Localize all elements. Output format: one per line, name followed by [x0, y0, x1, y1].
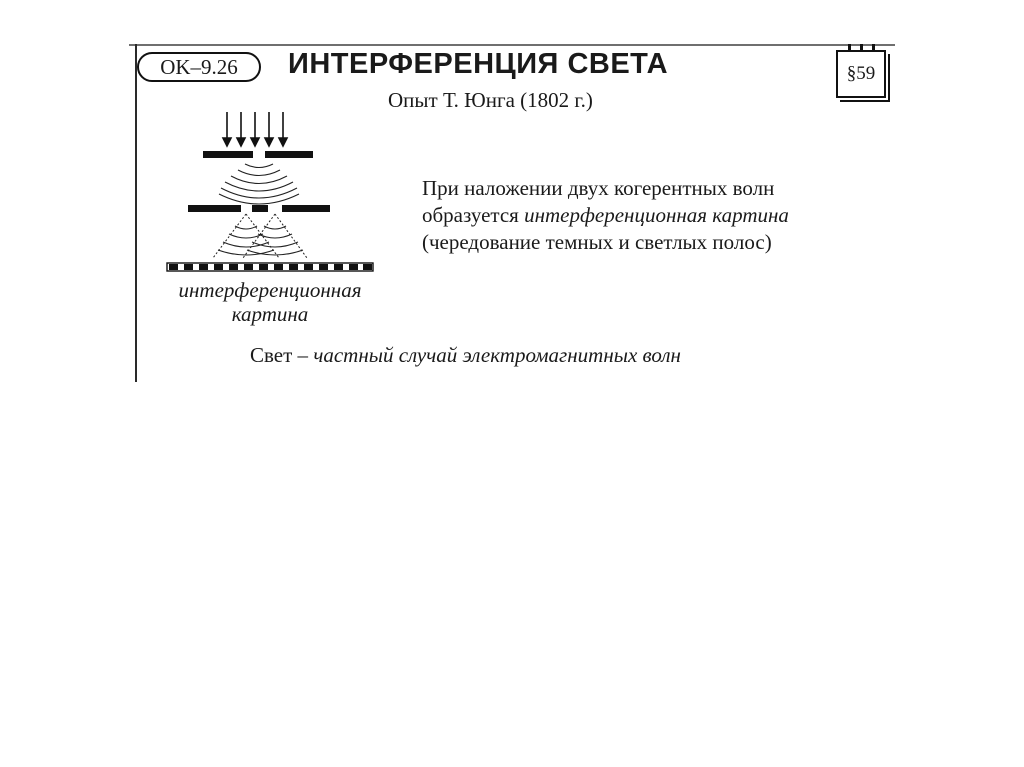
description-line2-italic: интерференционная картина: [524, 203, 789, 227]
young-experiment-diagram: [155, 108, 385, 278]
description-line2-plain: образуется: [422, 203, 525, 227]
code-badge: OK–9.26: [137, 52, 261, 82]
description-line1: При наложении двух когерентных волн: [422, 176, 775, 200]
frame-top-border: [129, 44, 895, 46]
observation-screen-stripes: [167, 263, 373, 271]
overlapping-wavefronts-icon: [218, 226, 303, 255]
double-slit-screen: [188, 205, 330, 212]
section-tag-label: §59: [846, 63, 876, 84]
single-slit-screen: [203, 151, 313, 158]
interference-cones-icon: [213, 214, 307, 258]
incident-light-arrows-icon: [223, 112, 287, 146]
description-line3: (чередование темных и светлых полос): [422, 230, 772, 254]
page-subtitle: Опыт Т. Юнга (1802 г.): [388, 88, 593, 112]
footer-plain: Свет –: [250, 343, 314, 367]
diagram-caption-line1: интерференционная: [178, 278, 362, 302]
frame-left-border: [135, 44, 137, 382]
diagram-caption: [155, 278, 385, 326]
footer-italic: частный случай электромагнитных волн: [313, 343, 681, 367]
footer-statement: [250, 343, 681, 368]
description-text: [422, 175, 789, 256]
diagram-caption-line2: картина: [231, 302, 309, 326]
section-tag: [836, 44, 890, 98]
page-title: ИНТЕРФЕРЕНЦИЯ СВЕТА: [288, 48, 669, 80]
wavefronts-icon: [219, 164, 299, 204]
description-line2: [422, 202, 789, 229]
